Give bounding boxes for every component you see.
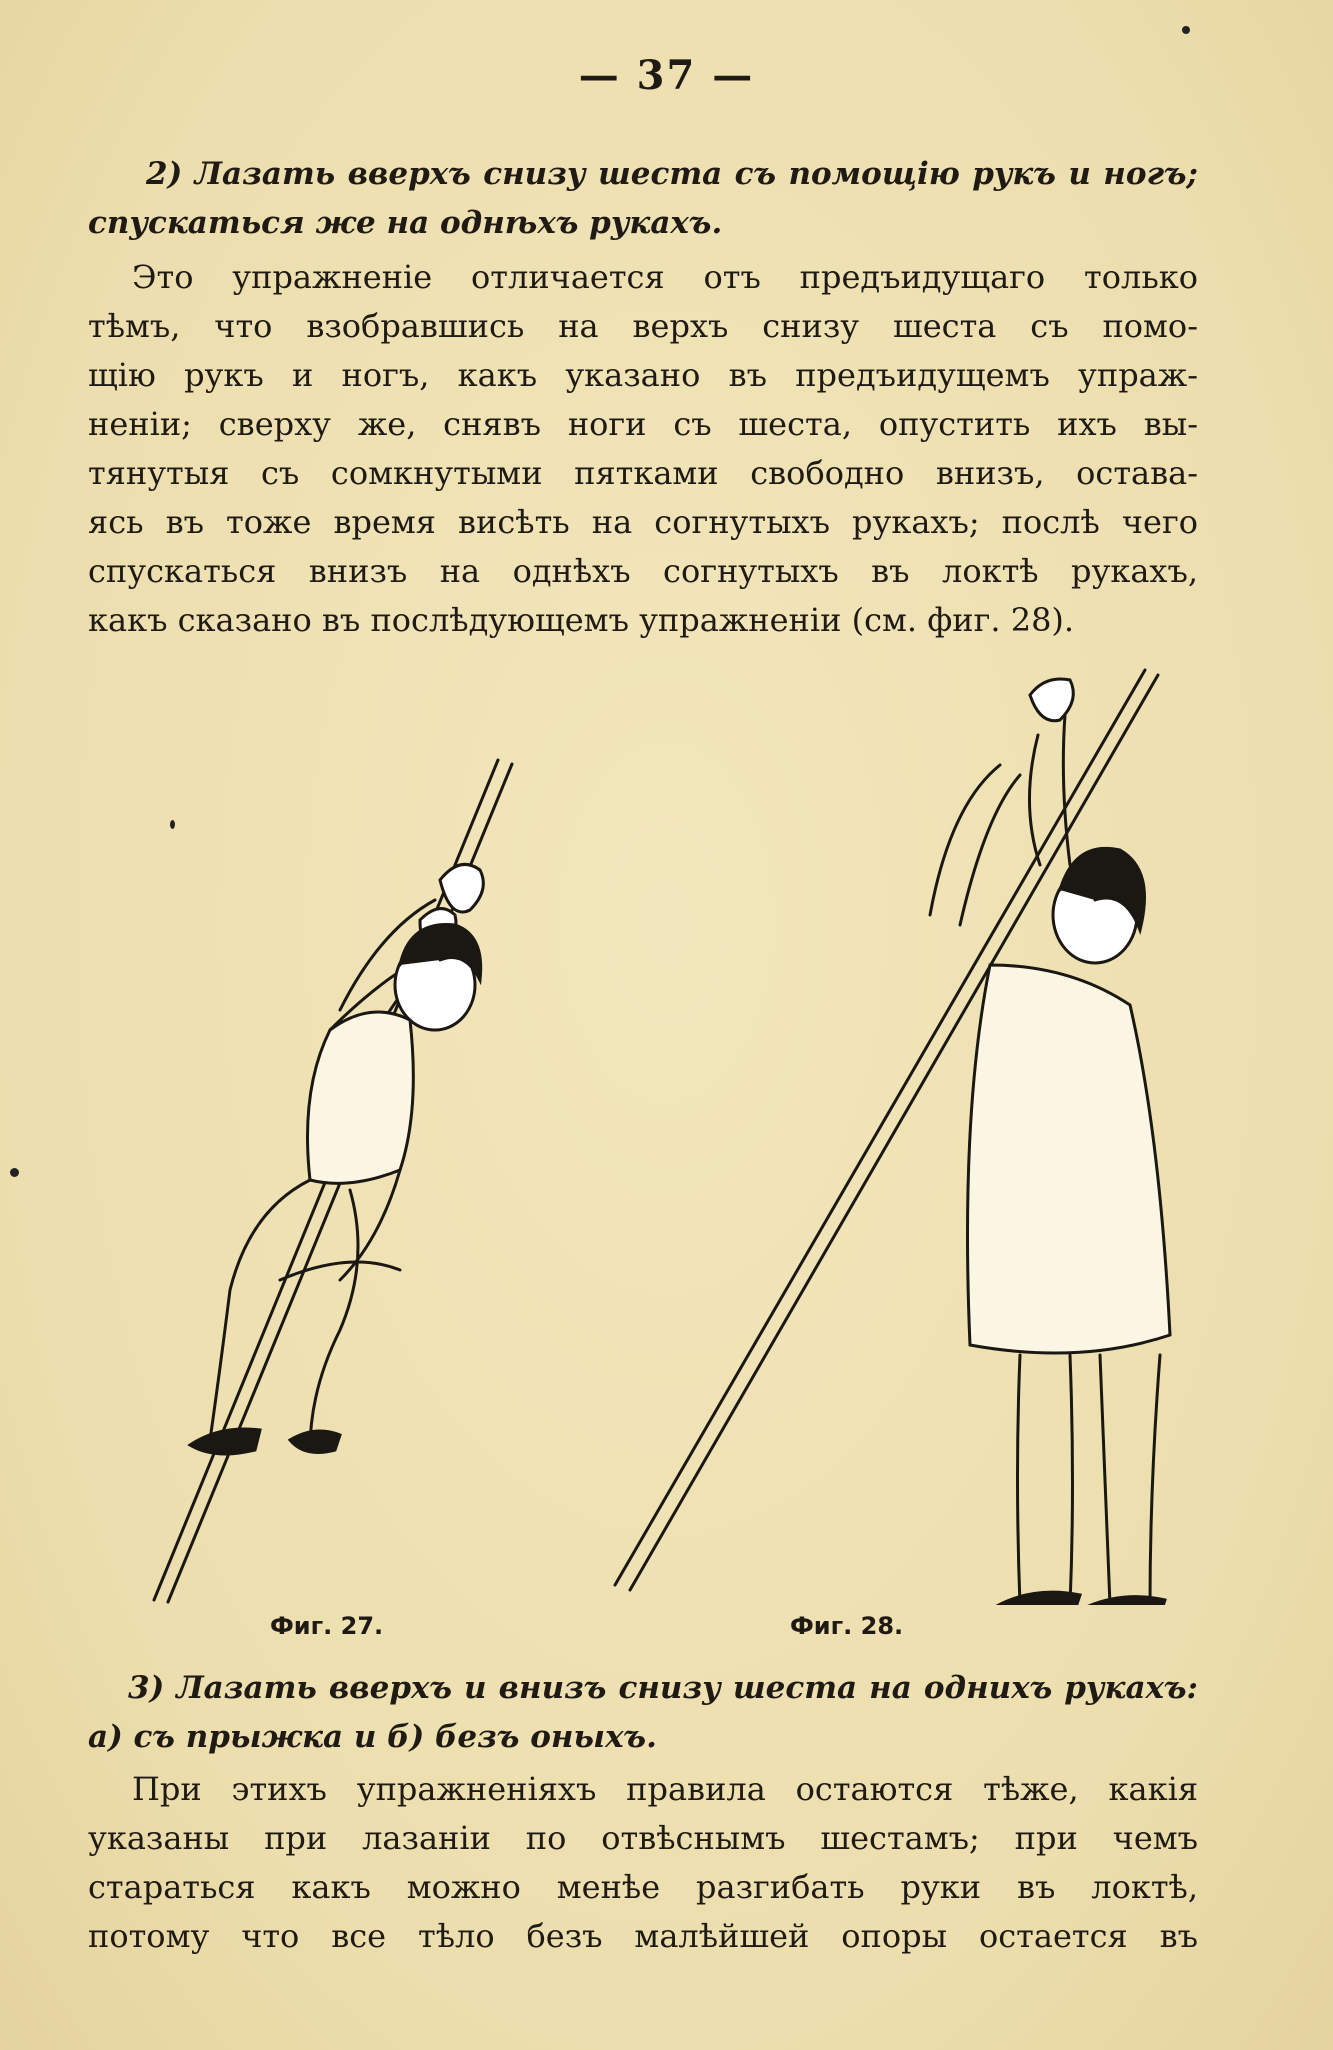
section-2-body: [88, 253, 1198, 645]
heading-line: 2) Лазать вверхъ снизу шеста съ помощію рукъ и ногъ;: [146, 156, 1198, 192]
body-line: При этихъ упражненіяхъ правила остаются тѣже, какія: [132, 1770, 1198, 1808]
body-line: потому что все тѣло безъ малѣйшей опоры остается въ: [88, 1917, 1198, 1955]
body-line: неніи; сверху же, снявъ ноги съ шеста, опустить ихъ вы-: [88, 405, 1198, 443]
body-line: ясь въ тоже время висѣть на согнутыхъ рукахъ; послѣ чего: [88, 503, 1198, 541]
ink-speck: [1182, 26, 1190, 34]
ink-speck: [10, 1168, 19, 1177]
page-number: — 37 —: [578, 52, 755, 99]
heading-line: спускаться же на однѣхъ рукахъ.: [88, 205, 723, 241]
body-line: указаны при лазаніи по отвѣснымъ шестамъ; при чемъ: [88, 1819, 1198, 1857]
section-3-heading: [88, 1664, 1198, 1762]
body-line: Это упражненіе отличается отъ предъидущаго только: [132, 258, 1198, 296]
body-line: тянутыя съ сомкнутыми пятками свободно внизъ, остава-: [88, 454, 1198, 492]
body-line: стараться какъ можно менѣе разгибать руки въ локтѣ,: [88, 1868, 1198, 1906]
heading-line: а) съ прыжка и б) безъ оныхъ.: [88, 1719, 657, 1755]
section-2-heading: [88, 150, 1198, 248]
ink-speck: [170, 820, 175, 829]
body-line: щію рукъ и ногъ, какъ указано въ предъидущемъ упраж-: [88, 356, 1198, 394]
section-3-body: [88, 1765, 1198, 1961]
heading-line: 3) Лазать вверхъ и внизъ снизу шеста на однихъ рукахъ:: [128, 1670, 1198, 1706]
body-line: тѣмъ, что взобравшись на верхъ снизу шеста съ помо-: [88, 307, 1198, 345]
body-line: какъ сказано въ послѣдующемъ упражненіи (см. фиг. 28).: [88, 601, 1075, 639]
figure-27-illustration: [130, 740, 590, 1610]
body-line: спускаться внизъ на однѣхъ согнутыхъ въ локтѣ рукахъ,: [88, 552, 1198, 590]
figure-28-caption: Фиг. 28.: [790, 1612, 904, 1640]
figure-27-caption: Фиг. 27.: [270, 1612, 384, 1640]
figure-28-illustration: [600, 665, 1220, 1605]
